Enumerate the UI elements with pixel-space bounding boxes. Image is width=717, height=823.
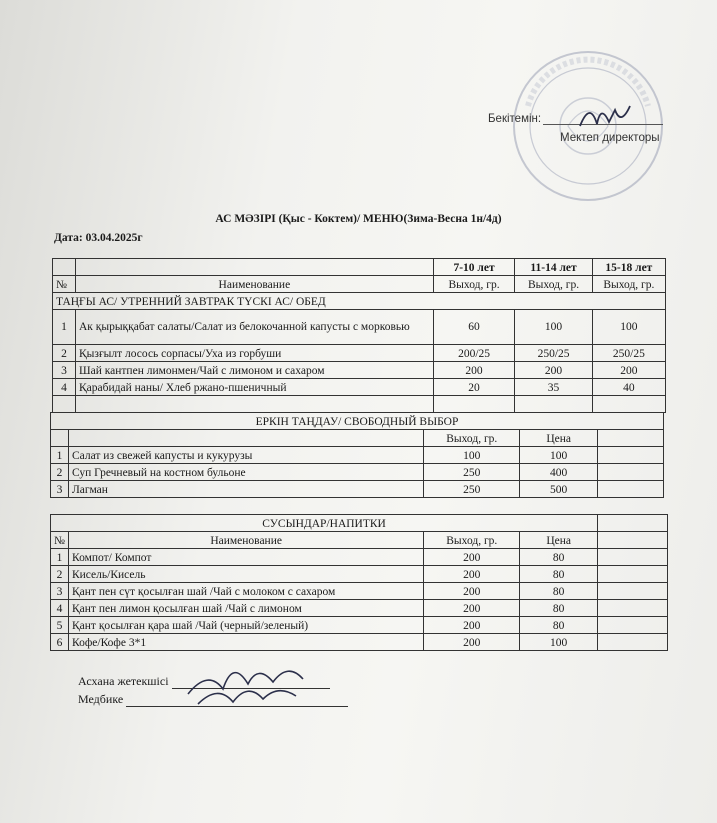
age-group-15-18: 15-18 лет [592,259,665,276]
column-header-row [53,276,666,293]
col-yield: Выход, гр. [424,430,520,447]
section-row [51,413,664,430]
dish-name: Қызғылт лосось сорпасы/Уха из горбуши [76,345,434,362]
table-row: 2 Кисель/Кисель 200 80 [51,566,668,583]
col-yield: Выход, гр. [433,276,515,293]
menu-title: АС МӘЗІРІ (Қыс - Коктем)/ МЕНЮ(Зима-Весна 1н/4д) [215,213,502,225]
age-header-row [53,259,666,276]
table-row: 4 Қант пен лимон қосылған шай /Чай с лимоном 200 80 [51,600,668,617]
drink-name: Компот/ Компот [68,549,423,566]
drink-name: Қант пен сүт қосылған шай /Чай с молоком с сахаром [68,583,423,600]
age-group-11-14: 11-14 лет [515,259,592,276]
table-row: 1 Ак қырыққабат салаты/Салат из белокочанной капусты с морковью 60 100 100 [53,310,666,345]
dish-name: Ак қырыққабат салаты/Салат из белокочанной капусты с морковью [76,310,434,345]
cook-signature-line: Асхана жетекшісі [78,674,330,689]
lunch-section-label: ТАҢҒЫ АС/ УТРЕННИЙ ЗАВТРАК ТҮСКІ АС/ ОБЕД [53,293,666,310]
col-yield: Выход, гр. [592,276,665,293]
col-price: Цена [520,532,598,549]
table-row: 1 Салат из свежей капусты и кукурузы 100 100 [51,447,664,464]
free-section-label: ЕРКІН ТАҢДАУ/ СВОБОДНЫЙ ВЫБОР [51,413,664,430]
col-yield: Выход, гр. [515,276,592,293]
dish-name: Қарабидай наны/ Хлеб ржано-пшеничный [76,379,434,396]
dish-name: Салат из свежей капусты и кукурузы [68,447,423,464]
age-group-7-10: 7-10 лет [433,259,515,276]
col-price: Цена [520,430,598,447]
table-row: 5 Қант қосылған қара шай /Чай (черный/зеленый) 200 80 [51,617,668,634]
col-no: № [51,532,69,549]
section-row [51,515,668,532]
table-row: 3 Қант пен сүт қосылған шай /Чай с молоком с сахаром 200 80 [51,583,668,600]
handwritten-signatures [178,654,328,714]
lunch-menu-table [52,258,666,413]
empty-row [53,396,666,413]
director-signature [575,96,635,136]
dish-name: Шай кантпен лимонмен/Чай с лимоном и сахаром [76,362,434,379]
table-row: 2 Қызғылт лосось сорпасы/Уха из горбуши 200/25 250/25 250/25 [53,345,666,362]
approval-label: Бекітемін: [488,113,663,125]
dish-name: Суп Гречневый на костном бульоне [68,464,423,481]
column-header-row [51,430,664,447]
table-row: 6 Кофе/Кофе 3*1 200 100 [51,634,668,651]
col-yield: Выход, гр. [424,532,520,549]
director-label: Мектеп директоры [560,132,660,144]
free-choice-table [50,412,664,498]
drink-name: Қант пен лимон қосылған шай /Чай с лимоном [68,600,423,617]
drinks-table [50,514,668,651]
table-row: 3 Лагман 250 500 [51,481,664,498]
table-row: 2 Суп Гречневый на костном бульоне 250 400 [51,464,664,481]
table-row: 3 Шай кантпен лимонмен/Чай с лимоном и сахаром 200 200 200 [53,362,666,379]
menu-date: Дата: 03.04.2025г [54,232,143,244]
drink-name: Кисель/Кисель [68,566,423,583]
drinks-section-label: СУСЫНДАР/НАПИТКИ [51,515,598,532]
drink-name: Кофе/Кофе 3*1 [68,634,423,651]
col-no: № [53,276,76,293]
table-row: 1 Компот/ Компот 200 80 [51,549,668,566]
col-name: Наименование [76,276,434,293]
section-row [53,293,666,310]
dish-name: Лагман [68,481,423,498]
column-header-row [51,532,668,549]
table-row: 4 Қарабидай наны/ Хлеб ржано-пшеничный 20 35 40 [53,379,666,396]
col-name: Наименование [68,532,423,549]
nurse-signature-line: Медбике [78,692,348,707]
drink-name: Қант қосылған қара шай /Чай (черный/зеленый) [68,617,423,634]
